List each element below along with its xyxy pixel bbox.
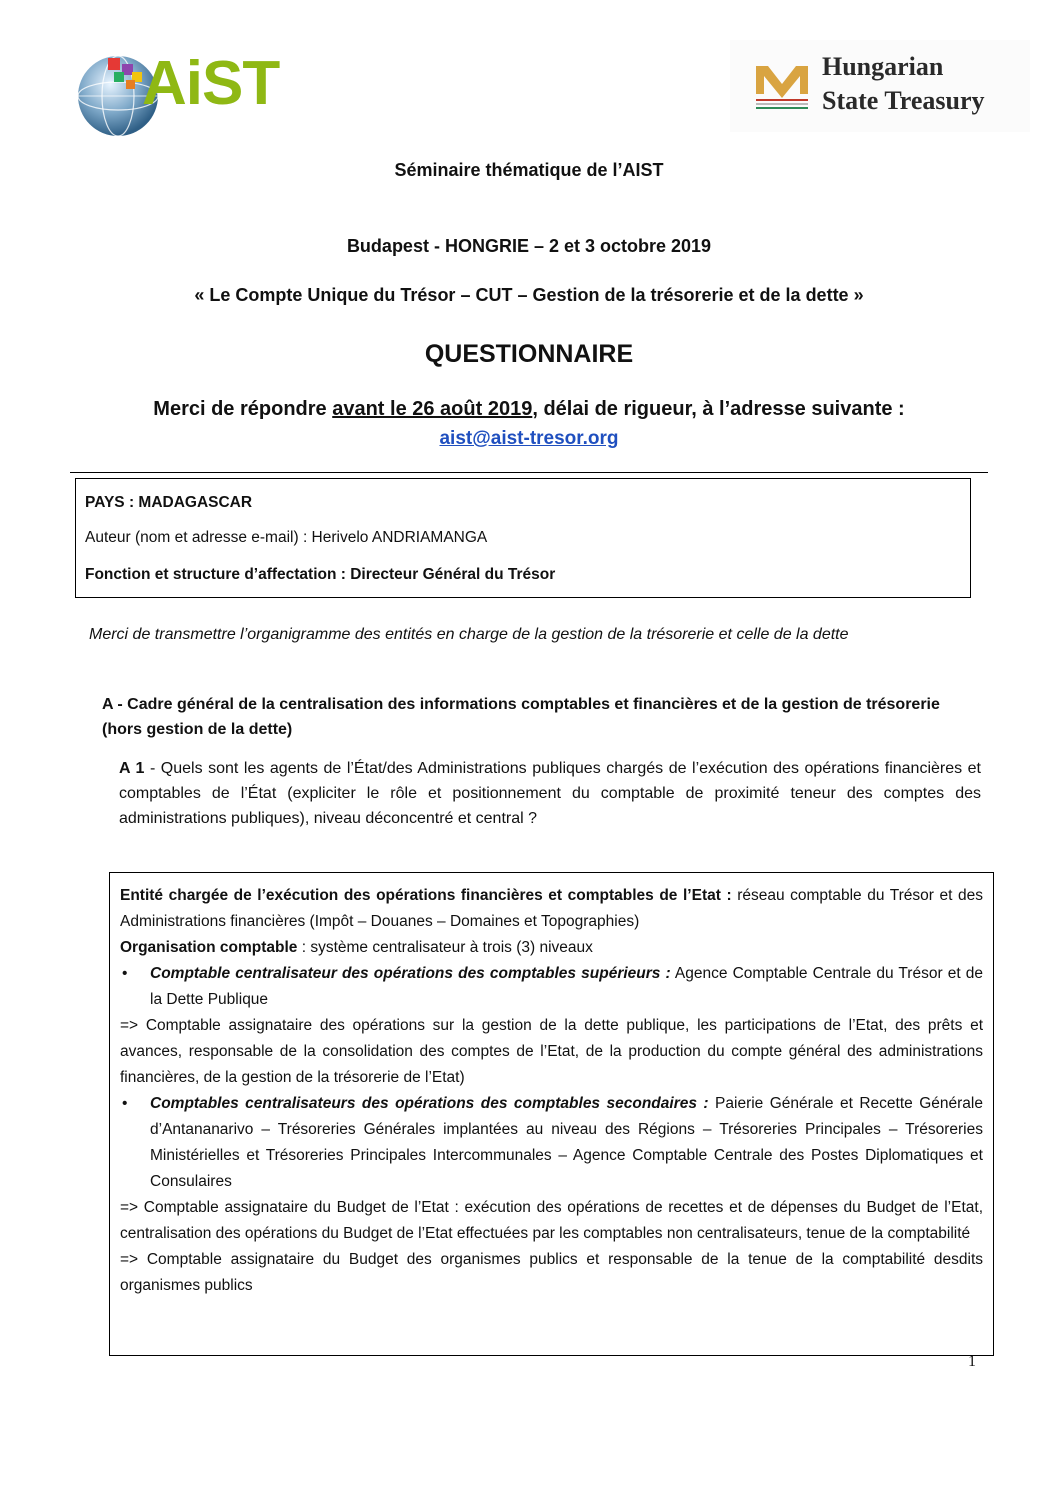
bullet-detail: => Comptable assignataire du Budget des organismes publics et responsable de la tenue de la comptabilité desdits organismes publics xyxy=(120,1251,983,1294)
document-title: QUESTIONNAIRE xyxy=(424,340,634,368)
bullet-text: Agence Comptable Centrale du Trésor et de la Dette Publique xyxy=(150,965,983,1008)
entity-paragraph xyxy=(120,883,983,935)
instruction-text: Merci de transmettre l’organigramme des entités en charge de la gestion de la trésorerie et celle de la dette xyxy=(89,626,849,643)
page-number: 1 xyxy=(968,1353,976,1370)
question-a1 xyxy=(119,756,981,831)
answer-box xyxy=(109,872,994,1356)
country-field: PAYS : MADAGASCAR xyxy=(85,494,253,511)
seminar-title: Séminaire thématique de l’AIST xyxy=(394,160,664,180)
bullet-item xyxy=(120,961,983,1013)
author-field: Auteur (nom et adresse e-mail) : Herivelo ANDRIAMANGA xyxy=(85,529,488,546)
seminar-theme: « Le Compte Unique du Trésor – CUT – Gestion de la trésorerie et de la dette » xyxy=(194,285,864,305)
function-field: Fonction et structure d’affectation : Directeur Général du Trésor xyxy=(85,566,556,583)
bullet-detail: => Comptable assignataire du Budget de l’Etat : exécution des opérations de recettes et de dépenses du Budget de l’Etat, centralisation des opérations du Budget de l’Etat effectuées par les comptables non centralisateurs, tenue de la comptabilité xyxy=(120,1199,983,1242)
respondent-info-box xyxy=(75,478,971,598)
bullet-icon: • xyxy=(122,1095,128,1112)
bullet-title: Comptable centralisateur des opérations des comptables supérieurs : xyxy=(150,965,671,982)
bullet-icon: • xyxy=(122,965,128,982)
treasury-name-line1: Hungarian xyxy=(822,52,944,81)
deadline-suffix: , délai de rigueur, à l’adresse suivante : xyxy=(532,398,905,420)
contact-email-link[interactable]: aist@aist-tresor.org xyxy=(439,428,619,449)
aist-logo-text: AiST xyxy=(142,49,280,118)
treasury-name-line2: State Treasury xyxy=(822,86,985,115)
divider xyxy=(70,472,988,473)
entity-label: Entité chargée de l’exécution des opérations financières et comptables de l’Etat : xyxy=(120,887,732,904)
bullet-item xyxy=(120,1091,983,1195)
bullet-text: Paierie Générale et Recette Générale d’Antananarivo – Trésoreries Générales implantées au niveau des Régions – Trésoreries Principales – Trésoreries Ministérielles et Trésoreries Principales Intercommunales – Agence Comptable Centrale des Postes Diplomatiques et Consulaires xyxy=(150,1095,983,1190)
bullet-detail: => Comptable assignataire des opérations sur la gestion de la dette publique, les participations de l’Etat, des prêts et avances, responsable de la consolidation des comptes de l’Etat, de la production du compte général des administrations financières, de la gestion de la trésorerie de l’Etat) xyxy=(120,1017,983,1086)
deadline-prefix: Merci de répondre xyxy=(153,398,333,420)
organisation-paragraph xyxy=(120,935,983,961)
question-text: - Quels sont les agents de l’État/des Administrations publiques chargés de l’exécution des opérations financières et comptables de l’État (expliciter le rôle et positionnement du comptable de proximité teneur des comptes des administrations publiques), niveau déconcentré et central ? xyxy=(119,760,982,827)
deadline-date: avant le 26 août 2019 xyxy=(332,398,533,420)
organisation-text: : système centralisateur à trois (3) niveaux xyxy=(297,939,593,956)
section-a-title: A - Cadre général de la centralisation des informations comptables et financières et de la gestion de trésorerie (hors gestion de la dette) xyxy=(102,696,940,738)
seminar-location: Budapest - HONGRIE – 2 et 3 octobre 2019 xyxy=(346,236,712,256)
deadline-line xyxy=(0,398,1058,421)
bullet-title: Comptables centralisateurs des opérations des comptables secondaires : xyxy=(150,1095,709,1112)
organisation-label: Organisation comptable xyxy=(120,939,298,956)
hungarian-state-treasury-logo xyxy=(730,40,1030,132)
entity-text: réseau comptable du Trésor et des Administrations financières (Impôt – Douanes – Domaines et Topographies) xyxy=(120,887,983,930)
aist-logo xyxy=(74,40,294,150)
question-number: A 1 xyxy=(119,760,145,777)
treasury-emblem-icon xyxy=(752,54,812,114)
